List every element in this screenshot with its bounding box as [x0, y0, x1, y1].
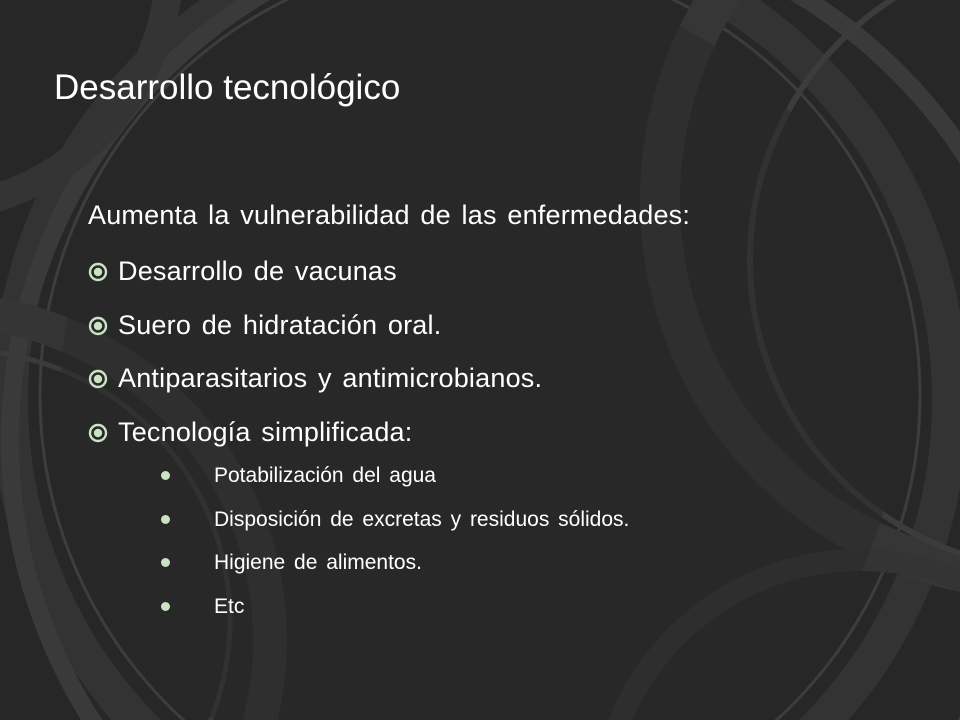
sub-bullet-item	[88, 595, 948, 639]
sub-bullet-text: Potabilización del agua	[214, 464, 436, 487]
dot-bullet-icon	[161, 515, 170, 524]
bullet-text: Desarrollo de vacunas	[118, 256, 397, 286]
target-bullet-icon	[88, 316, 108, 336]
target-bullet-icon	[88, 369, 108, 389]
sub-bullet-list	[88, 464, 948, 639]
sub-bullet-item	[88, 464, 948, 508]
bullet-text: Suero de hidratación oral.	[118, 309, 442, 340]
bullet-item	[88, 256, 948, 310]
bullet-item	[88, 310, 948, 364]
slide-content	[88, 200, 948, 639]
bullet-text: Antiparasitarios y antimicrobianos.	[118, 363, 543, 393]
bullet-item	[88, 363, 948, 417]
dot-bullet-icon	[161, 602, 170, 611]
sub-bullet-text: Higiene de alimentos.	[214, 551, 422, 575]
sub-bullet-text: Disposición de excretas y residuos sólidos.	[214, 507, 630, 531]
bullet-item	[88, 417, 948, 471]
dot-bullet-icon	[161, 558, 170, 567]
sub-bullet-item	[88, 508, 948, 552]
slide-title: Desarrollo tecnológico	[54, 68, 401, 107]
intro-text: Aumenta la vulnerabilidad de las enfermedades:	[88, 200, 691, 230]
sub-bullet-item	[88, 551, 948, 595]
target-bullet-icon	[88, 423, 108, 443]
dot-bullet-icon	[161, 471, 170, 480]
target-bullet-icon	[88, 262, 108, 282]
bullet-text: Tecnología simplificada:	[118, 416, 413, 447]
sub-bullet-text: Etc	[214, 595, 245, 619]
